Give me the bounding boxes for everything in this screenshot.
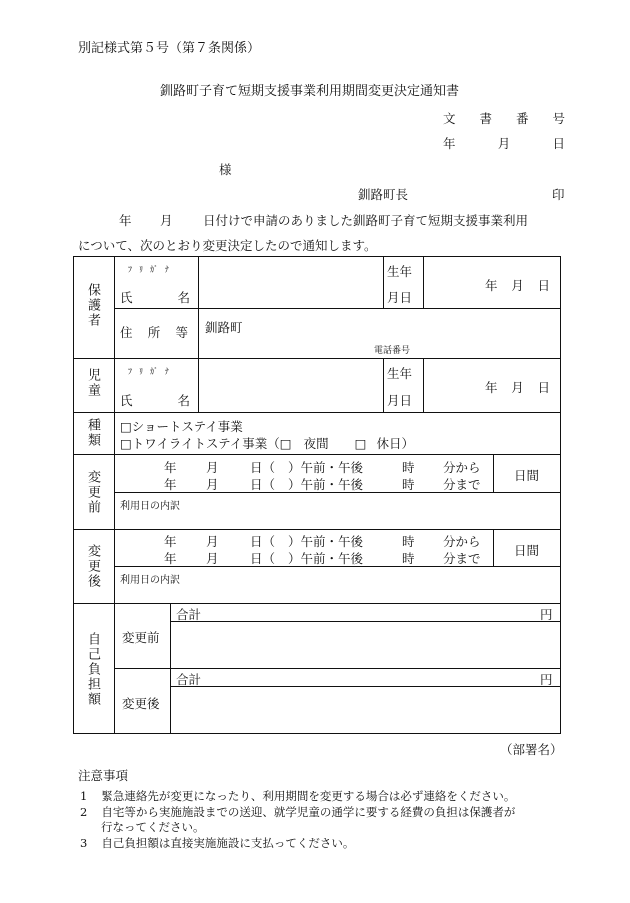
cost-after-yen: 円 [540,672,553,687]
child-birth-label-1: 生年 [387,366,413,381]
note-item-continuation: 行なってください。 [101,820,205,834]
guardian-birth-date: 年 月 日 [485,278,550,293]
guardian-address-value: 釧路町 [205,320,243,335]
issuer-name: 釧路町長 [358,187,409,202]
guardian-birth-label-1: 生年 [387,264,413,279]
type-option-short-stay[interactable]: □ショートステイ事業 [120,419,243,434]
before-breakdown-label: 利用日の内訳 [120,501,180,512]
after-days-label: 日間 [514,543,540,558]
cost-before-yen: 円 [540,607,553,622]
note-item: 1 緊急連絡先が変更になったり、利用期間を変更する場合は必ず連絡をください。 [80,789,516,803]
guardian-furigana-label: ﾌﾘｶﾞﾅ [128,265,176,274]
before-period-start: 年 月 日（ ）午前・午後 時 分から [164,460,481,475]
after-period-start: 年 月 日（ ）午前・午後 時 分から [164,534,481,549]
document-title: 釧路町子育て短期支援事業利用期間変更決定通知書 [160,84,460,99]
cost-section-label: 自己負担額 [85,632,100,707]
guardian-section-label: 保護者 [85,283,100,328]
guardian-name-label: 氏 名 [120,290,190,305]
issue-date: 年 月 日 [443,136,565,151]
form-id: 別記様式第５号（第７条関係） [78,41,261,56]
guardian-birth-label-2: 月日 [387,290,413,305]
after-period-end: 年 月 日（ ）午前・午後 時 分まで [164,551,481,566]
body-text-line2: について、次のとおり変更決定したので通知します。 [78,238,377,253]
type-option-twilight-stay[interactable]: □トワイライトステイ事業（□ 夜間 □ 休日） [120,436,414,451]
twilight-night-option[interactable]: 夜間 [303,436,329,451]
child-birth-label-2: 月日 [387,393,413,408]
note-item: 3 自己負担額は直接実施施設に支払ってください。 [80,836,355,850]
guardian-address-label: 住 所 等 [120,325,188,340]
before-days-label: 日間 [514,468,540,483]
doc-number-label: 文 書 番 号 [443,111,565,126]
note-item: 2 自宅等から実施施設までの送迎、就学児童の通学に要する経費の負担は保護者が [80,805,516,819]
child-birth-date: 年 月 日 [485,380,550,395]
body-text-line1: 年 月 日付けで申請のありました釧路町子育て短期支援事業利用 [119,213,529,228]
notes-title: 注意事項 [78,768,129,783]
department-label: （部署名） [500,742,563,757]
twilight-holiday-option[interactable]: 休日） [376,436,414,451]
after-section-label: 変更後 [85,544,100,589]
cost-after-label: 変更後 [122,696,160,711]
addressee-suffix: 様 [219,162,232,177]
child-section-label: 児童 [85,368,100,398]
child-name-label: 氏 名 [120,393,190,408]
child-furigana-label: ﾌﾘｶﾞﾅ [128,367,176,376]
type-section-label: 種類 [85,418,100,448]
cost-before-label: 変更前 [122,630,160,645]
seal-mark: 印 [552,187,565,202]
cost-after-total-label: 合計 [176,672,202,687]
cost-before-total-label: 合計 [176,607,202,622]
twilight-holiday-checkbox[interactable]: □ [354,436,367,451]
after-breakdown-label: 利用日の内訳 [120,575,180,586]
guardian-phone-label: 電話番号 [374,346,411,356]
before-period-end: 年 月 日（ ）午前・午後 時 分まで [164,477,481,492]
before-section-label: 変更前 [85,470,100,515]
